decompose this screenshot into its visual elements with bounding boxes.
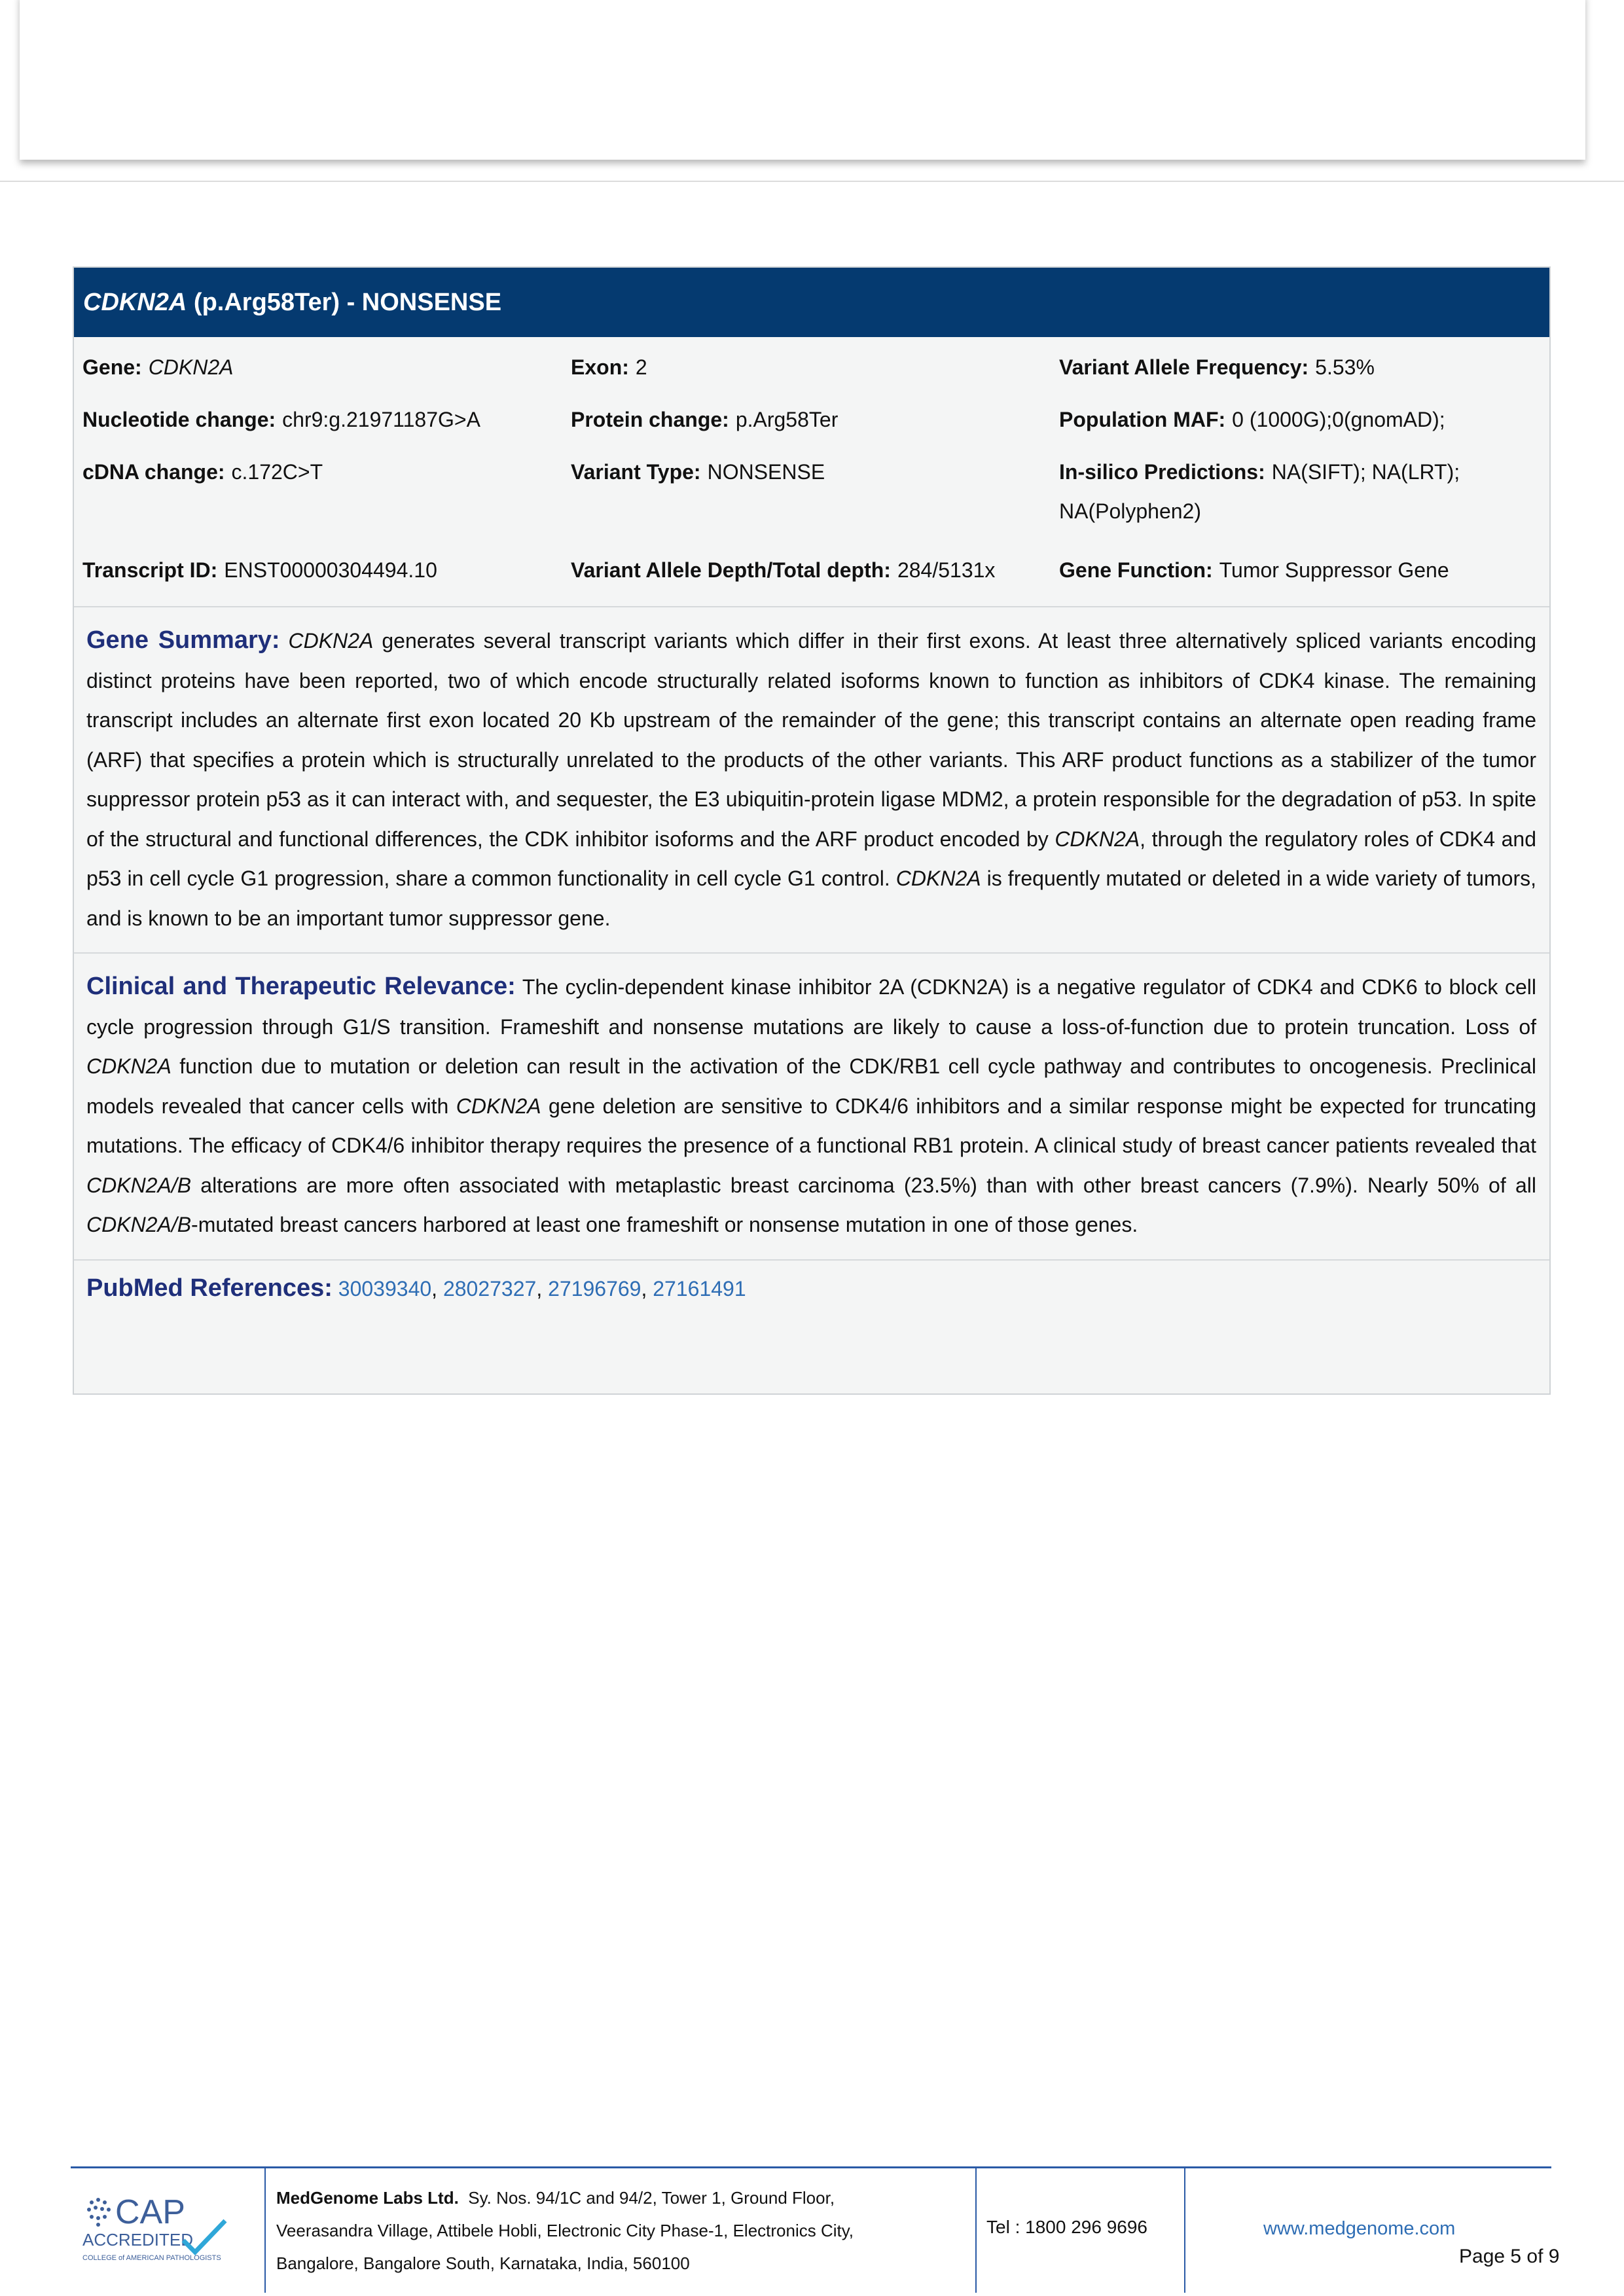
- pubmed-link[interactable]: 30039340: [338, 1276, 432, 1300]
- field-label: Variant Allele Frequency:: [1059, 355, 1309, 379]
- pubmed-link[interactable]: 27161491: [653, 1276, 746, 1300]
- gene-summary-heading: Gene Summary:: [86, 626, 280, 654]
- field-value: 5.53%: [1315, 355, 1375, 379]
- field-vaf: [1059, 348, 1375, 387]
- address-line: Veerasandra Village, Attibele Hobli, Electronic City Phase-1, Electronics City,: [276, 2221, 854, 2240]
- field-label: Transcript ID:: [82, 558, 218, 582]
- clinical-heading: Clinical and Therapeutic Relevance:: [86, 973, 516, 1000]
- summary-text: , through the regulatory roles of CDK4 and p53 in cell cycle G1 progression, share a common functionality in cell cycle G1 control.: [86, 827, 1537, 890]
- address-line: Bangalore, Bangalore South, Karnataka, India, 560100: [276, 2253, 690, 2273]
- field-nucleotide: [82, 400, 480, 439]
- field-label: Variant Allele Depth/Total depth:: [571, 558, 891, 582]
- company-name: MedGenome Labs Ltd.: [276, 2188, 459, 2208]
- page-header-box: [20, 0, 1585, 160]
- field-value: 2: [635, 355, 647, 379]
- gene-name: CDKN2A/B: [86, 1173, 192, 1197]
- logo-college: COLLEGE of AMERICAN PATHOLOGISTS: [82, 2254, 221, 2262]
- clinical-text-part: function due to mutation or deletion can result in the activation of the CDK/RB1 cell cycle pathway and contributes to oncogenesis. Preclinical models revealed that cancer cells with: [86, 1054, 1536, 1118]
- summary-text: is frequently mutated or deleted in a wide variety of tumors, and is known to be an important tumor suppressor gene.: [86, 867, 1537, 930]
- field-value: chr9:g.21971187G>A: [282, 408, 480, 431]
- cap-accredited-logo: [80, 2189, 247, 2268]
- gene-name: CDKN2A: [1055, 827, 1140, 851]
- field-depth: [571, 550, 995, 590]
- field-value: p.Arg58Ter: [735, 408, 839, 431]
- field-maf: [1059, 400, 1445, 439]
- page-number: Page 5 of 9: [1459, 2246, 1560, 2267]
- field-value: NONSENSE: [707, 460, 825, 484]
- field-value: c.172C>T: [231, 460, 323, 484]
- clinical-text-part: alterations are more often associated with metaplastic breast carcinoma (23.5%) than with other breast cancers (7.9%). Nearly 50% of all: [191, 1173, 1536, 1197]
- ref-separator: ,: [431, 1276, 443, 1300]
- logo-subtext: ACCREDITED: [82, 2230, 194, 2250]
- variant-card: [73, 266, 1551, 1395]
- field-label: Gene:: [82, 355, 142, 379]
- field-value: Tumor Suppressor Gene: [1219, 558, 1449, 582]
- field-gene: [82, 348, 234, 387]
- field-label: In-silico Predictions:: [1059, 460, 1265, 484]
- pubmed-link[interactable]: 28027327: [442, 1276, 537, 1300]
- clinical-section: [74, 954, 1549, 1261]
- summary-text: generates several transcript variants which differ in their first exons. At least three alternatively spliced variants encoding distinct proteins have been reported, two of which encode structurally related isoforms known to function as inhibitors of CDK4 kinase. The remaining transcript includes an alternate first exon located 20 Kb upstream of the remainder of the gene; this transcript contains an alternate open reading frame (ARF) that specifies a protein which is structurally unrelated to the products of the other variants. This ARF product functions as a stabilizer of the tumor suppressor protein p53 as it can interact with, and sequester, the E3 ubiquitin-protein ligase MDM2, a protein responsible for the degradation of p53. In spite of the structural and functional differences, the CDK inhibitor isoforms and the ARF product encoded by: [86, 629, 1537, 851]
- field-transcript: [82, 550, 437, 590]
- field-value: CDKN2A: [148, 355, 234, 379]
- field-value: 284/5131x: [897, 558, 996, 582]
- clinical-text-part: -mutated breast cancers harbored at least one frameshift or nonsense mutation in one of those genes.: [191, 1213, 1138, 1236]
- pubmed-heading: PubMed References:: [86, 1274, 333, 1302]
- field-label: Exon:: [571, 355, 629, 379]
- footer-divider: [975, 2168, 977, 2293]
- field-insilico: [1059, 452, 1460, 531]
- field-label: Population MAF:: [1059, 408, 1226, 431]
- logo-text: CAP: [115, 2193, 185, 2231]
- footer-divider: [264, 2168, 266, 2293]
- field-label: Nucleotide change:: [82, 408, 276, 431]
- gene-summary-section: [74, 607, 1549, 954]
- footer-telephone: Tel : 1800 296 9696: [986, 2217, 1147, 2237]
- gene-summary-text: [86, 620, 1536, 938]
- gene-name: CDKN2A: [895, 867, 981, 890]
- field-protein: [571, 400, 838, 439]
- field-label: Gene Function:: [1059, 558, 1213, 582]
- field-value: 0 (1000G);0(gnomAD);: [1232, 408, 1445, 431]
- pubmed-references: [74, 1261, 1549, 1316]
- ref-separator: ,: [536, 1276, 549, 1300]
- gene-name: CDKN2A/B: [86, 1213, 192, 1236]
- footer-divider: [1184, 2168, 1185, 2293]
- variant-title: [74, 268, 1549, 337]
- footer-address: [276, 2181, 854, 2280]
- field-value: ENST00000304494.10: [224, 558, 437, 582]
- field-value-continued: NA(Polyphen2): [1059, 499, 1201, 523]
- field-exon: [571, 348, 647, 387]
- pubmed-link[interactable]: 27196769: [548, 1276, 641, 1300]
- address-line: Sy. Nos. 94/1C and 94/2, Tower 1, Ground Floor,: [468, 2188, 835, 2208]
- field-value: NA(SIFT); NA(LRT);: [1271, 460, 1460, 484]
- footer-website-link[interactable]: www.medgenome.com: [1263, 2218, 1456, 2239]
- clinical-text-part: gene deletion are sensitive to CDK4/6 inhibitors and a similar response might be expected for truncating mutations. The efficacy of CDK4/6 inhibitor therapy requires the presence of a functional RB1 protein. A clinical study of breast cancer patients revealed that: [86, 1094, 1537, 1157]
- field-label: cDNA change:: [82, 460, 225, 484]
- clinical-text-part: The cyclin-dependent kinase inhibitor 2A (CDKN2A) is a negative regulator of CDK4 and CDK6 to block cell cycle progression through G1/S transition. Frameshift and nonsense mutations are likely to cause a loss-of-function due to protein truncation. Loss of: [86, 975, 1537, 1039]
- gene-name: CDKN2A: [288, 629, 374, 653]
- variant-title-gene: CDKN2A: [83, 289, 187, 316]
- ref-separator: ,: [641, 1276, 653, 1300]
- variant-title-rest: (p.Arg58Ter) - NONSENSE: [187, 289, 502, 316]
- field-cdna: [82, 452, 323, 492]
- field-label: Variant Type:: [571, 460, 701, 484]
- field-label: Protein change:: [571, 408, 729, 431]
- field-gene-function: [1059, 550, 1449, 590]
- gene-name: CDKN2A: [456, 1094, 541, 1118]
- header-divider: [0, 181, 1624, 182]
- variant-fields: [74, 337, 1549, 607]
- gene-name: CDKN2A: [86, 1054, 171, 1078]
- footer-rule: [71, 2166, 1551, 2168]
- field-variant-type: [571, 452, 825, 492]
- clinical-text: [86, 967, 1536, 1245]
